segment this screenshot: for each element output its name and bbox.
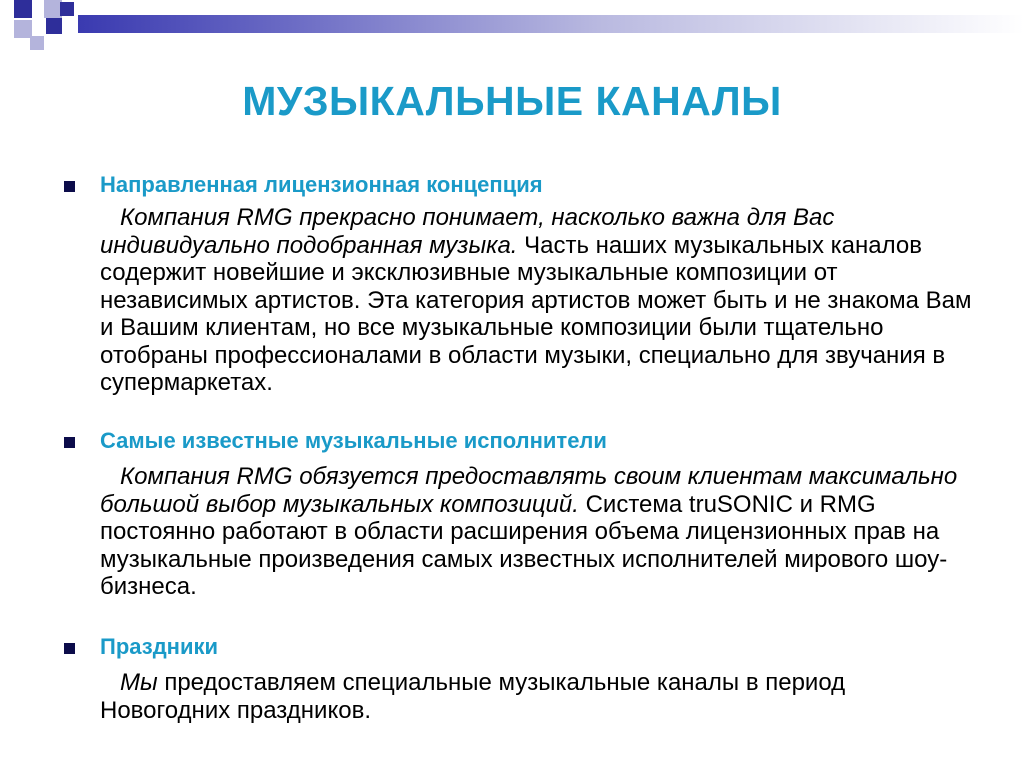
section-heading-artists: Самые известные музыкальные исполнители [100,428,607,453]
section-lead-artists: Компания RMG обязуется предоставлять своим клиентам максимально большой выбор музыкальных композиций. [100,463,958,518]
section-body-concept [100,204,980,397]
section-text-holidays: предоставляем специальные музыкальные каналы в период Новогодних праздников. [100,669,846,724]
decor-square-6 [30,36,44,50]
decor-square-5 [46,18,62,34]
section-body-artists [100,463,980,601]
section-heading-concept: Направленная лицензионная концепция [100,172,543,197]
decor-square-3 [60,2,74,16]
decor-gradient-bar [78,15,1024,33]
bullet-square-icon [64,181,75,192]
section-heading-holidays: Праздники [100,634,219,659]
section-text-concept: Часть наших музыкальных каналов содержит новейшие и эксклюзивные музыкальные композиции от независимых артистов. Эта категория артистов может быть и не знакома Вам и Вашим клиентам, но все музыкальные композиции были тщательно отобраны профессионалами в области музыки, специально для звучания в супермаркетах. [100,231,972,396]
section-lead-holidays: Мы [120,669,158,696]
section-text-artists: Система truSONIC и RMG постоянно работают в области расширения объема лицензионных прав на музыкальные произведения самых известных исполнителей мирового шоу-бизнеса. [100,490,948,600]
bullet-square-icon [64,643,75,654]
section-body-holidays [100,669,980,724]
section-lead-concept: Компания RMG прекрасно понимает, насколько важна для Вас индивидуально подобранная музыка. [100,204,835,259]
slide-title: МУЗЫКАЛЬНЫЕ КАНАЛЫ [242,78,782,124]
decor-square-1 [14,0,32,18]
bullet-square-icon [64,437,75,448]
